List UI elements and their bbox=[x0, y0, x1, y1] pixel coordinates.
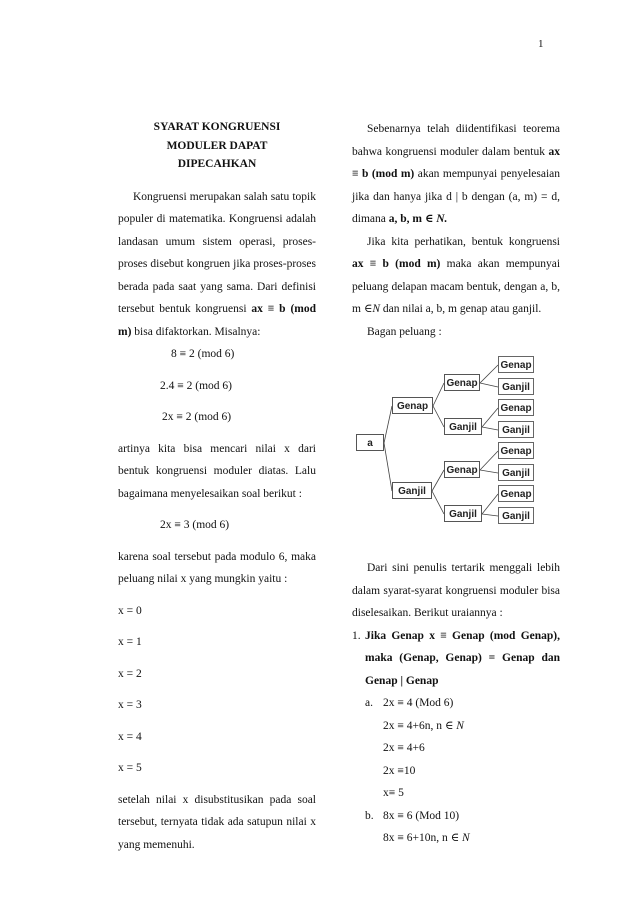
tree-l3-ganjil-4: Ganjil bbox=[498, 507, 534, 524]
example-a-line-4: 2x ≡10 bbox=[383, 764, 416, 777]
paragraph-4: setelah nilai x disubstitusikan pada soal tersebut, ternyata tidak ada satupun nilai x yang memenuhi. bbox=[118, 793, 316, 851]
rule-1 bbox=[352, 625, 560, 693]
value-x5: x = 5 bbox=[118, 762, 142, 774]
tree-l3-genap-2: Genap bbox=[498, 399, 534, 416]
paragraph-3: karena soal tersebut pada modulo 6, maka peluang nilai x yang mungkin yaitu : bbox=[118, 550, 316, 585]
tree-l3-ganjil-3: Ganjil bbox=[498, 464, 534, 481]
conclusion-paragraph: Dari sini penulis tertarik menggali lebih dalam syarat-syarat kongruensi moduler bisa diselesaikan. Berikut uraiannya : bbox=[352, 562, 560, 619]
tree-l3-genap-3: Genap bbox=[498, 442, 534, 459]
diagram-caption: Bagan peluang : bbox=[367, 325, 442, 338]
example-4: 2x ≡ 3 (mod 6) bbox=[160, 519, 230, 531]
rule-1-number: 1. bbox=[352, 629, 361, 642]
tree-l2-genap-1: Genap bbox=[444, 374, 480, 391]
theorem-paragraph: Sebenarnya telah diidentifikasi teorema bahwa kongruensi moduler dalam bentuk ax ≡ b (mod m) akan mempunyai penyelesaian jika dan hanya jika d | b dengan (a, m) = d, dimana a, b, m ∈ N. bbox=[352, 123, 561, 225]
tree-l3-ganjil-1: Ganjil bbox=[498, 378, 534, 395]
title-line-2: MODULER DAPAT bbox=[166, 139, 268, 152]
tree-l2-ganjil-1: Ganjil bbox=[444, 418, 482, 435]
example-2: 2.4 ≡ 2 (mod 6) bbox=[160, 379, 232, 392]
possibility-paragraph: Jika kita perhatikan, bentuk kongruensi ax ≡ b (mod m) maka akan mempunyai peluang delapan macam bentuk, dengan a, b, m ∈N dan nilai a, b, m genap atau ganjil. bbox=[352, 235, 561, 315]
paper-title bbox=[118, 118, 316, 174]
left-column bbox=[118, 118, 316, 856]
value-x2: x = 2 bbox=[118, 667, 142, 680]
right-column bbox=[352, 118, 560, 850]
tree-l1-genap: Genap bbox=[392, 397, 433, 414]
value-x0: x = 0 bbox=[118, 604, 142, 617]
tree-l3-ganjil-2: Ganjil bbox=[498, 421, 534, 438]
tree-l1-ganjil: Ganjil bbox=[392, 482, 432, 499]
example-3: 2x ≡ 2 (mod 6) bbox=[162, 411, 232, 423]
intro-paragraph: Kongruensi merupakan salah satu topik populer di matematika. Kongruensi adalah landasan umum sistem operasi, proses-proses disebut kongruen jika proses-proses berada pada saat yang sama. Dari definisi tersebut bentuk kongruensi ax ≡ b (mod m) bisa difaktorkan. Misalnya: bbox=[118, 190, 316, 338]
tree-l3-genap-1: Genap bbox=[498, 356, 534, 373]
value-x1: x = 1 bbox=[118, 636, 142, 648]
value-x3: x = 3 bbox=[118, 699, 142, 711]
example-b: b. 8x ≡ 6 (Mod 10) bbox=[365, 809, 460, 822]
tree-l2-genap-2: Genap bbox=[444, 461, 480, 478]
congruence-form: ax ≡ b (mod m) bbox=[118, 303, 316, 338]
tree-root-a: a bbox=[356, 434, 384, 451]
title-line-3: DIPECAHKAN bbox=[177, 158, 257, 170]
rule-1-text: Jika Genap x ≡ Genap (mod Genap), maka (Genap, Genap) = Genap dan Genap | Genap bbox=[365, 629, 560, 687]
probability-tree-diagram bbox=[352, 353, 560, 531]
tree-l3-genap-4: Genap bbox=[498, 485, 534, 502]
example-a: a. 2x ≡ 4 (Mod 6) bbox=[365, 697, 454, 709]
example-a-line-2: 2x ≡ 4+6n, n ∈ N bbox=[383, 719, 464, 732]
example-b-line-2: 8x ≡ 6+10n, n ∈ N bbox=[383, 832, 470, 844]
page-number: 1 bbox=[538, 38, 544, 50]
title-line-1: SYARAT KONGRUENSI bbox=[153, 121, 281, 133]
example-a-line-3: 2x ≡ 4+6 bbox=[383, 742, 425, 754]
example-1: 8 ≡ 2 (mod 6) bbox=[171, 348, 235, 360]
paragraph-2: artinya kita bisa mencari nilai x dari bentuk kongruensi moduler diatas. Lalu bagaimana menyelesaikan soal berikut : bbox=[118, 442, 316, 500]
example-a-line-5: x≡ 5 bbox=[383, 787, 404, 799]
tree-l2-ganjil-2: Ganjil bbox=[444, 505, 482, 522]
value-x4: x = 4 bbox=[118, 730, 142, 743]
